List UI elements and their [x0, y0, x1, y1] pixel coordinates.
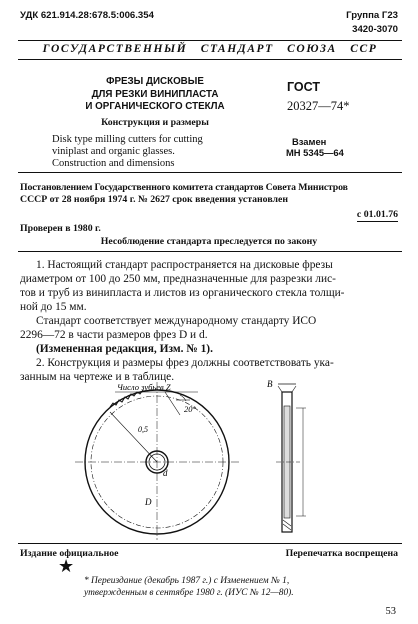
- udk-code: УДК 621.914.28:678.5:006.354: [20, 10, 154, 21]
- paragraph-2-line-1: Стандарт соответствует международному стандарту ИСО: [36, 315, 317, 327]
- title-ru-subtitle: Конструкция и размеры: [101, 117, 209, 128]
- replace-value: МН 5345—64: [286, 147, 344, 158]
- paragraph-1-line-4: ной до 15 мм.: [20, 301, 87, 313]
- reissue-note-line-2: утвержденным в сентябре 1980 г. (ИУС № 12—80).: [84, 588, 294, 598]
- title-en-line-2: viniplast and organic glasses.: [52, 146, 175, 157]
- title-ru-line-1: ФРЕЗЫ ДИСКОВЫЕ: [106, 76, 204, 87]
- law-warning: Несоблюдение стандарта преследуется по закону: [100, 236, 318, 247]
- title-en: [52, 134, 262, 170]
- page-number: 53: [385, 606, 396, 617]
- paragraph-1-line-2: диаметром от 100 до 250 мм, предназначенные для разрезки лис-: [20, 273, 336, 285]
- group-code: Группа Г23: [346, 10, 398, 21]
- width-label: B: [267, 380, 273, 389]
- gost-number: 20327—74*: [287, 99, 350, 113]
- footer-rule: [18, 543, 402, 544]
- paragraph-3-line-1: 2. Конструкция и размеры фрез должны соответствовать ука-: [36, 357, 334, 369]
- replace-label: Взамен: [292, 136, 327, 147]
- angle-label: 20°: [184, 404, 196, 414]
- cutter-drawing: [0, 380, 418, 540]
- header-rule-bottom: [18, 59, 402, 60]
- paragraph-1-line-3: тов и труб из винипласта и листов из органического стекла толщи-: [20, 287, 345, 299]
- reprint-forbidden: Перепечатка воспрещена: [285, 548, 398, 559]
- disk-front-view: [75, 382, 240, 540]
- paragraph-1-line-1: 1. Настоящий стандарт распространяется на дисковые фрезы: [36, 259, 333, 271]
- amendment-note: (Измененная редакция, Изм. № 1).: [36, 343, 213, 355]
- gost-label: ГОСТ: [287, 80, 320, 94]
- small-dimension-label: 0,5: [138, 425, 148, 434]
- bore-diameter-label: d: [163, 468, 168, 478]
- checked-note: Проверен в 1980 г.: [20, 223, 101, 234]
- teeth-count-label: Число зубьев Z: [117, 382, 171, 392]
- disk-side-view: [276, 384, 306, 532]
- outer-diameter-label: D: [145, 497, 152, 507]
- title-ru-line-3: И ОРГАНИЧЕСКОГО СТЕКЛА: [85, 101, 225, 112]
- decree-rule: [18, 251, 402, 252]
- title-en-line-3: Construction and dimensions: [52, 158, 175, 169]
- title-ru-line-2: ДЛЯ РЕЗКИ ВИНИПЛАСТА: [91, 88, 219, 100]
- paragraph-2-line-2: 2296—72 в части размеров фрез D и d.: [20, 329, 208, 341]
- title-en-line-1: Disk type milling cutters for cutting: [52, 134, 203, 145]
- title-rule: [18, 172, 402, 173]
- official-edition: Издание официальное: [20, 548, 119, 559]
- okp-code: 3420-3070: [352, 24, 398, 35]
- standard-banner: ГОСУДАРСТВЕННЫЙ СТАНДАРТ СОЮЗА ССР: [42, 43, 378, 55]
- header-rule-top: [18, 40, 402, 41]
- decree-date: с 01.01.76: [356, 209, 398, 220]
- reissue-note-line-1: * Переиздание (декабрь 1987 г.) с Изменением № 1,: [84, 576, 290, 586]
- star-mark: ★: [58, 556, 75, 576]
- decree-line-2: СССР от 28 ноября 1974 г. № 2627 срок введения установлен: [20, 194, 288, 205]
- decree-line-1: Постановлением Государственного комитета стандартов Совета Министров: [20, 182, 348, 193]
- paragraph-3-line-2: занным на чертеже и в таблице.: [20, 371, 175, 383]
- title-ru: [60, 76, 250, 114]
